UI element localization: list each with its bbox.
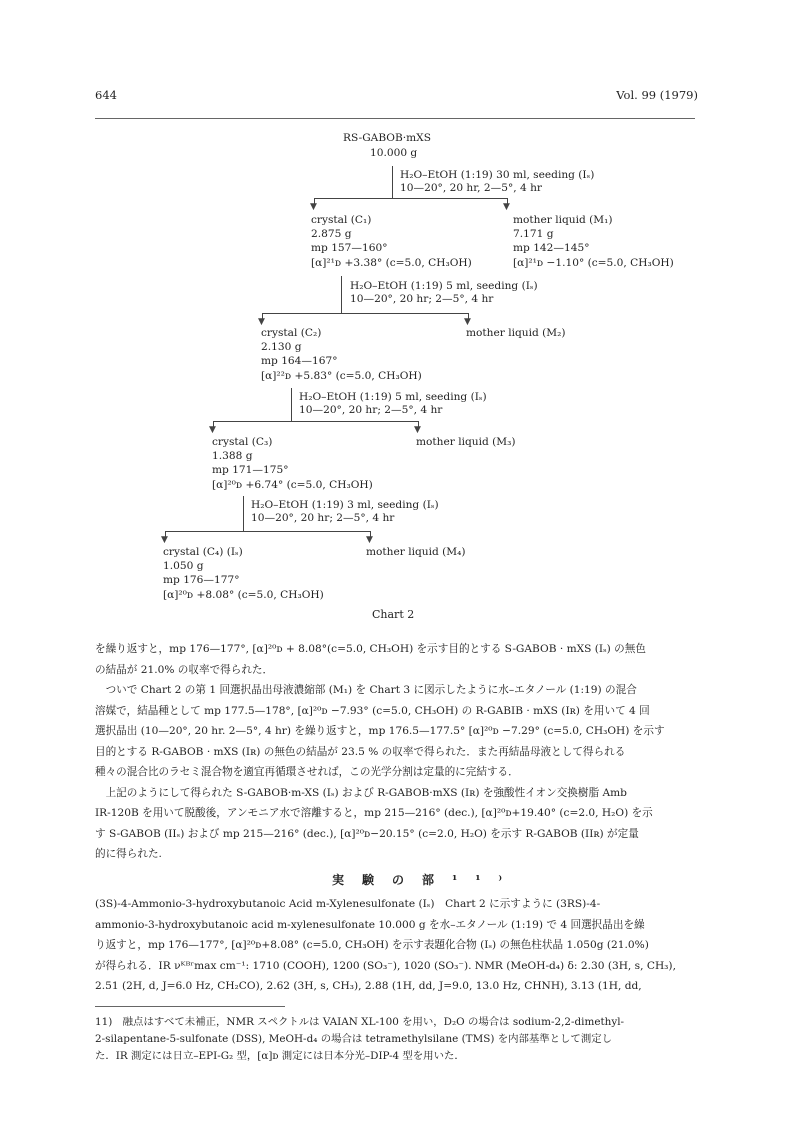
section-heading: 実験の部¹¹⁾ — [332, 873, 521, 887]
step1-right-arrow: ▼ — [503, 202, 510, 212]
body-line: IR-120B を用いて脱酸後，アンモニア水で溶離すると，mp 215—216° (dec.), [α]²⁰ᴅ+19.40° (c=2.0, H₂O) を示 — [95, 807, 653, 819]
footnote-line: 11) 融点はすべて未補正，NMR スペクトルは VAIAN XL-100 を用い，D₂O の場合は sodium-2,2-dimethyl- — [95, 1016, 625, 1028]
step2-right-arrow: ▼ — [464, 317, 471, 327]
body-text — [95, 639, 699, 865]
m4-label: mother liquid (M₄) — [366, 546, 466, 558]
body-line: の結晶が 21.0% の収率で得られた． — [95, 663, 274, 676]
experimental-line: り返すと，mp 176—177°, [α]²⁰ᴅ+8.08° (c=5.0, CH₃OH) を示す表題化合物 (Iₛ) の無色柱状晶 1.050g (21.0%) — [95, 939, 649, 951]
body-line: ついで Chart 2 の第 1 回選択晶出母液濃縮部 (M₁) を Chart 3 に図示したように水–エタノール (1:19) の混合 — [95, 684, 637, 696]
page-number: 644 — [95, 88, 117, 102]
body-line: 目的とする R-GABOB · mXS (Iʀ) の無色の結晶が 23.5 % の収率で得られた．また再結晶母液として得られる — [95, 745, 626, 758]
step3-branch — [213, 421, 419, 422]
body-line: す S-GABOB (IIₛ) および mp 215—216° (dec.), [α]²⁰ᴅ−20.15° (c=2.0, H₂O) を示す R-GABOB (IIʀ) が定量 — [95, 827, 639, 840]
footnote-line: た．IR 測定には日立–EPI-G₂ 型，[α]ᴅ 測定には日本分光–DIP-4 型を用いた． — [95, 1050, 465, 1062]
step4-condition-2: 10—20°, 20 hr; 2—5°, 4 hr — [251, 512, 395, 524]
step2-stem — [341, 276, 342, 314]
experimental-line: が得られる．IR νᴷᴮʳmax cm⁻¹: 1710 (COOH), 1200 (SO₃⁻), 1020 (SO₃⁻). NMR (MeOH-d₄) δ: 2.30 (3H, s, CH₃), — [95, 959, 676, 972]
step1-left-arrow: ▼ — [310, 202, 317, 212]
footnote-rule — [95, 1006, 285, 1007]
c1-mass: 2.875 g — [311, 228, 352, 240]
body-line: を繰り返すと，mp 176—177°, [α]²⁰ᴅ + 8.08°(c=5.0, CH₃OH) を示す目的とする S-GABOB · mXS (Iₛ) の無色 — [95, 643, 646, 655]
m1-rotation: [α]²¹ᴅ −1.10° (c=5.0, CH₃OH) — [513, 257, 674, 269]
step2-left-arrow: ▼ — [258, 317, 265, 327]
experimental-text — [95, 894, 699, 997]
step4-left-arrow: ▼ — [161, 535, 168, 545]
header-rule — [95, 118, 695, 119]
step3-stem — [291, 388, 292, 422]
step4-branch — [165, 531, 371, 532]
c1-rotation: [α]²¹ᴅ +3.38° (c=5.0, CH₃OH) — [311, 257, 472, 269]
c4-label: crystal (C₄) (Iₛ) — [163, 546, 243, 558]
c3-mass: 1.388 g — [212, 450, 253, 462]
c2-mass: 2.130 g — [261, 341, 302, 353]
step2-branch — [262, 313, 469, 314]
c4-rotation: [α]²⁰ᴅ +8.08° (c=5.0, CH₃OH) — [163, 589, 324, 601]
m2-label: mother liquid (M₂) — [466, 327, 566, 339]
step2-condition-1: H₂O–EtOH (1:19) 5 ml, seeding (Iₛ) — [350, 280, 538, 292]
c4-mass: 1.050 g — [163, 560, 204, 572]
step4-stem — [243, 496, 244, 532]
start-compound: RS-GABOB·mXS — [343, 132, 431, 144]
step4-right-arrow: ▼ — [366, 535, 373, 545]
step4-condition-1: H₂O–EtOH (1:19) 3 ml, seeding (Iₛ) — [251, 499, 439, 511]
experimental-line: 2.51 (2H, d, J=6.0 Hz, CH₂CO), 2.62 (3H, s, CH₃), 2.88 (1H, dd, J=9.0, 13.0 Hz, CHNH), 3.13 (1H, dd, — [95, 980, 642, 992]
c2-label: crystal (C₂) — [261, 327, 322, 339]
footnote-line: 2-silapentane-5-sulfonate (DSS), MeOH-d₄ の場合は tetramethylsilane (TMS) を内部基準として測定し — [95, 1033, 612, 1045]
m1-mass: 7.171 g — [513, 228, 554, 240]
experimental-line: ammonio-3-hydroxybutanoic acid m-xylenesulfonate 10.000 g を水–エタノール (1:19) で 4 回選択晶出を繰 — [95, 918, 645, 931]
m3-label: mother liquid (M₃) — [416, 436, 516, 448]
body-line: 的に得られた. — [95, 848, 162, 860]
step3-right-arrow: ▼ — [414, 425, 421, 435]
chart-caption: Chart 2 — [372, 608, 415, 621]
footnote — [95, 1014, 699, 1065]
body-line: 溶媒で，結晶種として mp 177.5—178°, [α]²⁰ᴅ −7.93° (c=5.0, CH₃OH) の R-GABIB · mXS (Iʀ) を用いて 4 回 — [95, 704, 650, 717]
c3-label: crystal (C₃) — [212, 436, 273, 448]
step2-condition-2: 10—20°, 20 hr; 2—5°, 4 hr — [350, 293, 494, 305]
c3-mp: mp 171—175° — [212, 464, 289, 476]
step1-condition-1: H₂O–EtOH (1:19) 30 ml, seeding (Iₛ) — [400, 169, 595, 181]
m1-label: mother liquid (M₁) — [513, 214, 613, 226]
c3-rotation: [α]²⁰ᴅ +6.74° (c=5.0, CH₃OH) — [212, 479, 373, 491]
journal-volume: Vol. 99 (1979) — [616, 88, 698, 102]
c1-mp: mp 157—160° — [311, 242, 388, 254]
c2-mp: mp 164—167° — [261, 355, 338, 367]
body-line: 選択晶出 (10—20°, 20 hr. 2—5°, 4 hr) を繰り返すと，mp 176.5—177.5° [α]²⁰ᴅ −7.29° (c=5.0, CH₃OH) を示す — [95, 725, 665, 737]
c4-mp: mp 176—177° — [163, 574, 240, 586]
c1-label: crystal (C₁) — [311, 214, 372, 226]
step3-condition-1: H₂O–EtOH (1:19) 5 ml, seeding (Iₛ) — [299, 391, 487, 403]
body-line: 種々の混合比のラセミ混合物を適宜再循環させれば，この光学分割は定量的に完結する． — [95, 766, 519, 778]
step3-condition-2: 10—20°, 20 hr; 2—5°, 4 hr — [299, 404, 443, 416]
body-line: 上記のようにして得られた S-GABOB·m-XS (Iₛ) および R-GABOB·mXS (Iʀ) を強酸性イオン交換樹脂 Amb — [95, 786, 627, 799]
experimental-line: (3S)-4-Ammonio-3-hydroxybutanoic Acid m-Xylenesulfonate (Iₛ) Chart 2 に示すように (3RS)-4- — [95, 898, 601, 910]
c2-rotation: [α]²²ᴅ +5.83° (c=5.0, CH₃OH) — [261, 370, 422, 382]
step1-stem — [392, 166, 393, 198]
m1-mp: mp 142—145° — [513, 242, 590, 254]
step1-condition-2: 10—20°, 20 hr, 2—5°, 4 hr — [400, 182, 542, 194]
step3-left-arrow: ▼ — [209, 425, 216, 435]
start-mass: 10.000 g — [370, 147, 418, 159]
step1-branch — [314, 198, 508, 199]
